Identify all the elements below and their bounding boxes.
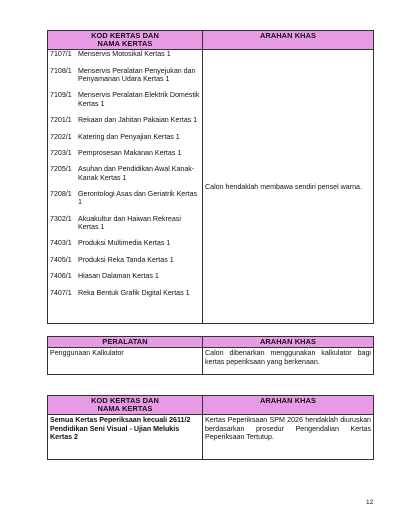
all-papers-text: Semua Kertas Peperiksaan kecuali 2611/2 Pendidikan Seni Visual - Ujian Melukis Kertas 2 — [50, 416, 191, 441]
paper-list-cell — [48, 50, 203, 324]
header-paper-code-name — [48, 396, 203, 415]
paper-item — [50, 256, 200, 264]
header-special-instructions — [203, 31, 374, 50]
equipment-cell — [48, 348, 203, 375]
paper-name: Reka Bentuk Grafik Digital Kertas 1 — [78, 288, 190, 297]
paper-code: 7201/1 — [50, 116, 72, 125]
paper-name: Menservis Peralatan Penyejukan dan Penyamanan Udara Kertas 1 — [78, 66, 196, 84]
header-paper-code-name — [48, 31, 203, 50]
paper-name: Menservis Peralatan Elektrik Domestik Kertas 1 — [78, 91, 200, 108]
instruction-cell — [203, 50, 374, 324]
paper-name: Akuakultur dan Haiwan Rekreasi Kertas 1 — [78, 214, 181, 232]
header-paper-code-name-text: KOD KERTAS DAN NAMA KERTAS — [91, 396, 159, 414]
paper-name: Produksi Reka Tanda Kertas 1 — [78, 255, 174, 264]
paper-code: 7405/1 — [50, 255, 72, 264]
equipment-instruction-text: Calon dibenarkan menggunakan kalkulator bagi kertas peperiksaan yang berkenaan. — [205, 349, 371, 366]
paper-code: 7205/1 — [50, 165, 72, 174]
instruction-text: Calon hendaklah membawa sendiri pensel warna. — [205, 182, 362, 191]
header-equipment-text: PERALATAN — [102, 337, 148, 346]
paper-item — [50, 116, 200, 124]
paper-name: Hiasan Dalaman Kertas 1 — [78, 272, 159, 281]
paper-name: Pemprosesan Makanan Kertas 1 — [78, 148, 182, 157]
all-papers-instruction-text: Kertas Peperiksaan SPM 2026 hendaklah diuruskan berdasarkan prosedur Pengendalian Kertas Peperiksaan Tertutup. — [205, 416, 371, 441]
paper-code: 7202/1 — [50, 132, 72, 141]
paper-name: Produksi Multimedia Kertas 1 — [78, 239, 171, 248]
paper-item — [50, 50, 200, 58]
paper-name: Asuhan dan Pendidikan Awal Kanak- Kanak Kertas 1 — [78, 165, 195, 182]
paper-name: Rekaan dan Jahitan Pakaian Kertas 1 — [78, 116, 198, 125]
paper-item — [50, 133, 200, 141]
all-papers-cell — [48, 415, 203, 460]
paper-code: 7203/1 — [50, 148, 72, 157]
paper-item — [50, 215, 200, 232]
paper-name: Menservis Motosikal Kertas 1 — [78, 50, 171, 59]
paper-item — [50, 165, 200, 182]
paper-code: 7108/1 — [50, 66, 72, 75]
paper-code: 7208/1 — [50, 190, 72, 199]
all-papers-instruction-cell — [203, 415, 374, 460]
equipment-table — [47, 336, 374, 375]
equipment-text: Penggunaan Kalkulator — [50, 349, 124, 358]
paper-code: 7406/1 — [50, 272, 72, 281]
paper-item — [50, 272, 200, 280]
page-number: 12 — [366, 499, 374, 506]
paper-code: 7302/1 — [50, 214, 72, 223]
paper-code: 7107/1 — [50, 50, 72, 59]
header-paper-code-name-text: KOD KERTAS DAN NAMA KERTAS — [91, 31, 159, 49]
paper-code: 7109/1 — [50, 91, 72, 100]
paper-item — [50, 239, 200, 247]
equipment-instruction-cell — [203, 348, 374, 375]
paper-name: Gerontologi Asas dan Geriatrik Kertas 1 — [78, 190, 198, 207]
paper-code: 7407/1 — [50, 288, 72, 297]
paper-item — [50, 190, 200, 207]
header-equipment — [48, 337, 203, 348]
header-special-instructions-text: ARAHAN KHAS — [259, 31, 317, 40]
paper-name: Katering dan Penyajian Kertas 1 — [78, 132, 180, 141]
header-special-instructions — [203, 337, 374, 348]
exam-papers-table — [47, 30, 374, 324]
header-special-instructions-text: ARAHAN KHAS — [259, 396, 317, 405]
paper-code: 7403/1 — [50, 239, 72, 248]
paper-item — [50, 149, 200, 157]
paper-item — [50, 67, 200, 84]
paper-list — [50, 50, 200, 296]
header-special-instructions-text: ARAHAN KHAS — [259, 337, 317, 346]
paper-item — [50, 289, 200, 297]
header-special-instructions — [203, 396, 374, 415]
all-papers-table — [47, 395, 374, 460]
paper-item — [50, 91, 200, 108]
